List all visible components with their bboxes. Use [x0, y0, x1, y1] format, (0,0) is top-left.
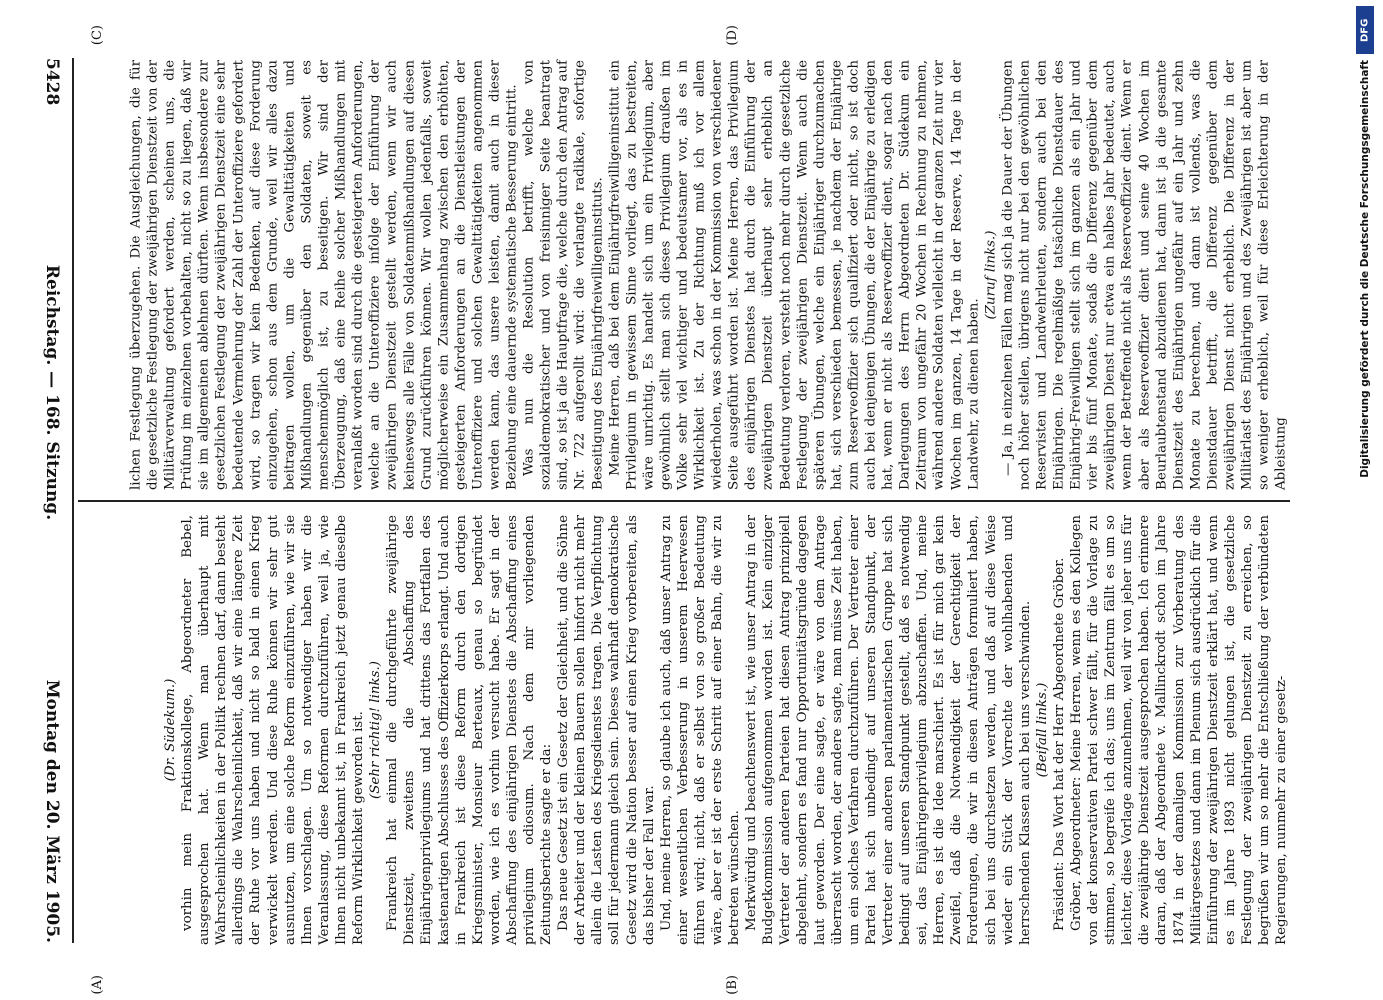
credit-text: Digitalisierung gefördert durch die Deutsche Forschungsgemeinschaft: [1359, 60, 1371, 478]
paragraph: Präsident: Das Wort hat der Herr Abgeordnete Gröber.: [1051, 557, 1067, 931]
page-number: 5428: [42, 58, 62, 106]
page-date: Montag den 20. März 1905.: [42, 679, 62, 943]
paragraph: (Sehr richtig! links.): [367, 661, 383, 799]
margin-mark-c: (C): [90, 25, 105, 46]
paragraph: (Zuruf links.): [983, 230, 999, 320]
column-right: [128, 60, 1290, 490]
paragraph: — Ja, in einzelnen Fällen mag sich ja die Dauer der Übungen noch höher stellen, übrigens nicht nur bei den gewöhnlichen Reservisten und Landwehrleuten, sondern auch bei den Einjährigen. Die regelmäßige tatsächliche Dienstdauer des Einjährig-Freiwilligen stellt sich im ganzen als ein Jahr und vier bis fünf Monate, sodaß die Differenz gegenüber dem zweijährigen Dienst nur etwa ein halbes Jahr bedeutet, auch wenn der Betreffende nicht als Reserveoffizier dient. Wenn er aber als Reserveoffizier dient und seine 40 Wochen im Beurlaubtenstand abzudienen hat, dann ist ja die gesamte Dienstzeit des Einjährigen ungefähr auf ein Jahr und zehn Monate zu berechnen, und dann ist vollends, was die Dienstdauer betrifft, die Differenz gegenüber dem zweijährigen Dienst nicht erheblich. Die Differenz in der Militärlast des Einjährigen und des Zweijährigen ist aber um so weniger erheblich, weil für diese Erleichterung in der Ableistung: [1000, 60, 1289, 490]
paragraph: Und, meine Herren, so glaube ich auch, daß unser Antrag zu einer wesentlichen Verbesserung in unserem Heerwesen führen wird; nicht, daß er selbst von so großer Bedeutung wäre, aber er ist der erste Schritt auf einer Bahn, die wir zu betreten wünschen.: [658, 515, 742, 945]
page-header: [42, 58, 72, 943]
paragraph: (Beifall links.): [1034, 682, 1050, 778]
margin-mark-b: (B): [725, 975, 740, 995]
margin-mark-a: (A): [90, 975, 105, 995]
paragraph: Merkwürdig und beachtenswert ist, wie unser Antrag in der Budgetkommission aufgenommen worden ist. Kein einziger Vertreter der anderen Parteien hat diesen Antrag prinzipiell abgelehnt, sondern es fand nur Opportunitätsgründe dagegen laut geworden. Der eine sagte, er wäre von dem Antrage überrascht worden, der andere sagte, man müsse Zeit haben, um ein solches Verfahren durchzuführen. Der Vertreter einer Partei hat sich unbedingt auf unseren Standpunkt, der Vertreter einer anderen parlamentarischen Gruppe hat sich bedingt auf unseren Standpunkt gestellt, daß es notwendig sei, das Einjährigenprivilegium abzuschaffen. Und, meine Herren, es ist die Idee marschiert. Es ist für mich gar kein Zweifel, daß die Notwendigkeit der Gerechtigkeit der Forderungen, die wir in diesen Anträgen formuliert haben, sich bei uns durchsetzen werden, und daß auf diese Weise wieder ein Stück der Vorrechte der wohlhabenden und herrschenden Klassen auch bei uns verschwinden.: [744, 515, 1033, 945]
digitization-credit: [1353, 6, 1377, 990]
column-left: [162, 515, 1290, 945]
paragraph: Meine Herren, daß bei dem Einjährigfreiwilligeninstitut ein Privilegium in gewissem Sinne vorliegt, das zu bestreiten, wäre unrichtig. Es handelt sich um ein Privilegium, aber gewöhnlich stellt man sich dieses Privilegium draußen im Volke sehr viel wichtiger und bedeutsamer vor, als es in Wirklichkeit ist. Zu der Richtung muß ich vor allem wiederholen, was schon in der Kommission von verschiedener Seite ausgeführt worden ist. Meine Herren, das Privilegium des einjährigen Dienstes hat durch die Einführung der zweijährigen Dienstzeit überhaupt sehr erheblich an Bedeutung verloren, versteht noch mehr durch die gesetzliche Festlegung der zweijährigen Dienstzeit. Wenn auch die späteren Übungen, welche ein Einjähriger durchzumachen hat, sich verschieden bemessen, je nachdem der Einjährige zum Reserveoffizier sich qualifiziert oder nicht, so ist doch auch bei denjenigen Übungen, die der Einjährige zu erledigen hat, wenn er nicht als Reserveoffizier dient, sogar nach den Darlegungen des Herrn Abgeordneten Dr. Südekum ein Zeitraum von ungefähr 20 Wochen in Rechnung zu nehmen, während andere Soldaten vielleicht in der ganzen Zeit nur vier Wochen im ganzen, 14 Tage in der Reserve, 14 Tage in der Landwehr, zu dienen haben.: [607, 60, 982, 490]
paragraph: (Dr. Südekum.): [162, 678, 178, 782]
paragraph: vorhin mein Fraktionskollege, Abgeordneter Bebel, ausgesprochen hat. Wenn man überhaupt mit Wahrscheinlichkeiten in der Politik rechnen darf, dann besteht allerdings die Wahrscheinlichkeit, daß wir eine längere Zeit der Ruhe vor uns haben und nicht so bald in einen Krieg verwickelt werden. Und diese Ruhe können wir sehr gut ausnutzen, um eine solche Reform einzuführen, wie wir sie Ihnen vorschlagen. Um so notwendiger haben wir die Veranlassung, diese Reformen durchzuführen, weil ja, wie Ihnen nicht unbekannt ist, in Frankreich jetzt genau dieselbe Reform Wirklichkeit geworden ist.: [179, 515, 366, 945]
paragraph: Frankreich hat einmal die durchgeführte zweijährige Dienstzeit, zweitens die Abschaffung des Einjährigenprivilegiums und hat drittens das Fortfallen des kastenartigen Abschlusses des Offizierkorps erlangt. Und auch in Frankreich ist diese Reform durch den dortigen Kriegsminister, Monsieur Berteaux, genau so begründet worden, wie ich es vorhin versucht habe. Er sagt in der Abschaffung des einjährigen Dienstes die Abschaffung eines privilegium odiosum. Nach dem mir vorliegenden Zeitungsberichte sagte er da:: [385, 515, 554, 945]
dfg-logo: DFG: [1356, 6, 1374, 54]
paragraph: Das neue Gesetz ist ein Gesetz der Gleichheit, und die Söhne der Arbeiter und der kleinen Bauern sollen hinfort nicht mehr allein die Lasten des Kriegsdienstes tragen. Die Verpflichtung soll für jedermann gleich sein. Dieses wahrhaft demokratische Gesetz wird die Nation besser auf einen Krieg vorbereiten, als das bisher der Fall war.: [555, 514, 657, 945]
page-title: Reichstag. — 168. Sitzung.: [42, 264, 62, 521]
paragraph: lichen Festlegung überzugehen. Die Ausgleichungen, die für die gesetzliche Festlegung der zweijährigen Dienstzeit von der Militärverwaltung gefordert werden, scheinen uns, die Prüfung im einzelnen vorbehalten, nicht so zu liegen, daß wir sie im allgemeinen ablehnen dürften. Wenn insbesondere zur gesetzlichen Festlegung der zweijährigen Dienstzeit eine sehr bedeutende Vermehrung der Zahl der Unteroffiziere gefordert wird, so tragen wir kein Bedenken, auf diese Forderung einzugehen, schon aus dem Grunde, weil wir alles dazu beitragen wollen, um die Gewalttätigkeiten und Mißhandlungen gegenüber den Soldaten, soweit es menschenmöglich ist, zu beseitigen. Wir sind der Überzeugung, daß eine Reihe solcher Mißhandlungen mit veranlaßt worden sind durch die gesteigerten Anforderungen, welche an die Unteroffiziere infolge der Einführung der zweijährigen Dienstzeit gestellt werden, wenn wir auch keineswegs alle Fälle von Soldatenmißhandlungen auf diesen Grund zurückführen können. Wir wollen jedenfalls, soweit möglicherweise ein Zusammenhang zwischen den erhöhten, gesteigerten Anforderungen an die Dienstleistungen der Unteroffiziere und solchen Gewalttätigkeiten angenommen werden kann, das unsere leisten, damit auch in dieser Beziehung eine dauernde systematische Besserung eintritt.: [128, 60, 520, 490]
rotated-page: [10, 0, 1300, 1000]
margin-mark-d: (D): [725, 25, 740, 46]
header-rule: [72, 58, 74, 943]
paragraph: Gröber, Abgeordneter: Meine Herren, wenn es den Kollegen von der konservativen Partei schwer fällt, für die Vorlage zu stimmen, so begreife ich das; uns im Zentrum fällt es um so leichter, diese Vorlage anzunehmen, weil wir von jeher uns für die zweijährige Dienstzeit ausgesprochen haben. Ich erinnere daran, daß der Abgeordnete v. Mallinckrodt schon im Jahre 1874 in der damaligen Kommission zur Vorberatung des Militärgesetzes und dann im Plenum sich ausdrücklich für die Einführung der zweijährigen Dienstzeit erklärt hat, und wenn es im Jahre 1893 nicht gelungen ist, die gesetzliche Festlegung der zweijährigen Dienstzeit zu erreichen, so begrüßen wir um so mehr die Entschließung der verbündeten Regierungen, nunmehr zu einer gesetz-: [1068, 515, 1289, 945]
paragraph: Was nun die Resolution betrifft, welche von sozialdemokratischer und von freisinniger Seite beantragt sind, so ist ja die Hauptfrage die, welche durch den Antrag auf Nr. 722 aufgerollt wird: die verlangte radikale, sofortige Beseitigung des Einjährigfreiwilligeninstituts.: [521, 60, 606, 490]
column-divider: [78, 500, 1290, 502]
